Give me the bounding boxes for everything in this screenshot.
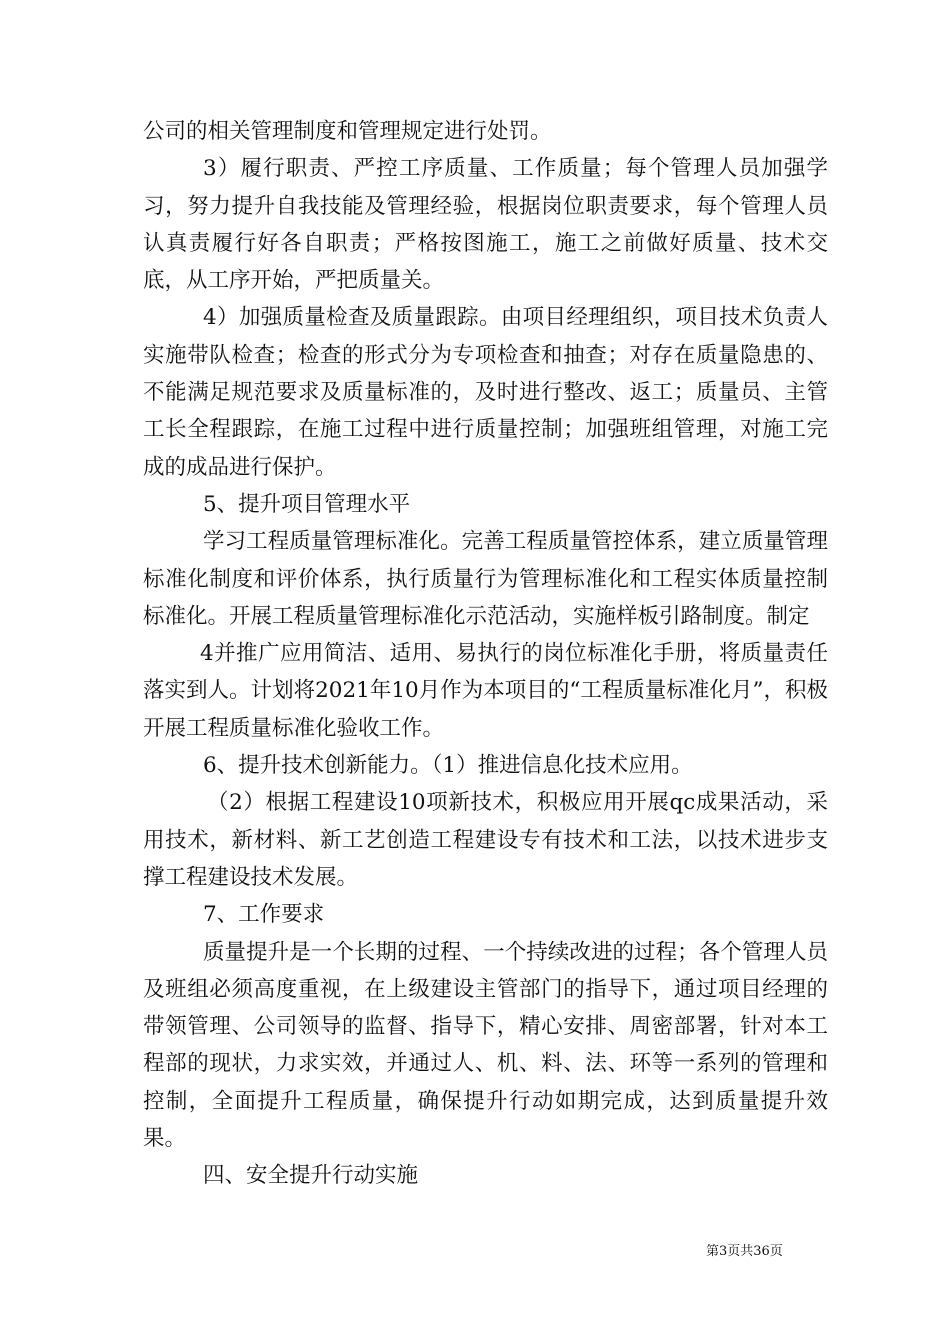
heading-6-innovation: 6、提升技术创新能力。（1）推进信息化技术应用。: [203, 753, 693, 779]
paragraph-new-technologies: （2）根据工程建设10项新技术，积极应用开展qc成果活动，采用技术，新材料、新工艺创造工程建设专有技术和工法，以技术进步支撑工程建设技术发展。: [143, 790, 828, 890]
paragraph-item-3-duties: 3）履行职责、严控工序质量、工作质量；每个管理人员加强学习，努力提升自我技能及管理经验，根据岗位职责要求，每个管理人员认真责履行好各自职责；严格按图施工，施工之前做好质量、技术交底，从工序开始，严把质量关。: [143, 156, 828, 294]
heading-4-safety: 四、安全提升行动实施: [203, 1163, 419, 1189]
paragraph-penalty-continuation: 公司的相关管理制度和管理规定进行处罚。: [143, 119, 552, 144]
heading-5-project-management: 5、提升项目管理水平: [203, 491, 411, 517]
heading-7-requirements: 7、工作要求: [203, 902, 325, 928]
paragraph-item-4-inspection: 4）加强质量检查及质量跟踪。由项目经理组织，项目技术负责人实施带队检查；检查的形式分为专项检查和抽查；对存在质量隐患的、不能满足规范要求及质量标准的，及时进行整改、返工；质量员、主管工长全程跟踪，在施工过程中进行质量控制；加强班组管理，对施工完成的成品进行保护。: [143, 305, 828, 480]
body-text: [143, 113, 828, 1195]
page-number: 第3页共36页: [706, 1244, 783, 1259]
paragraph-standardization: 学习工程质量管理标准化。完善工程质量管控体系，建立质量管理标准化制度和评价体系，执行质量行为管理标准化和工程实体质量控制标准化。开展工程质量管理标准化示范活动，实施样板引路制度。制定: [143, 529, 828, 629]
paragraph-handbook: 4并推广应用简洁、适用、易执行的岗位标准化手册，将质量责任落实到人。计划将2021年10月作为本项目的“工程质量标准化月”，积极开展工程质量标准化验收工作。: [143, 641, 828, 741]
paragraph-quality-improvement: 质量提升是一个长期的过程、一个持续改进的过程；各个管理人员及班组必须高度重视，在上级建设主管部门的指导下，通过项目经理的带领管理、公司领导的监督、指导下，精心安排、周密部署，针对本工程部的现状，力求实效，并通过人、机、料、法、环等一系列的管理和控制，全面提升工程质量，确保提升行动如期完成，达到质量提升效果。: [143, 939, 828, 1152]
